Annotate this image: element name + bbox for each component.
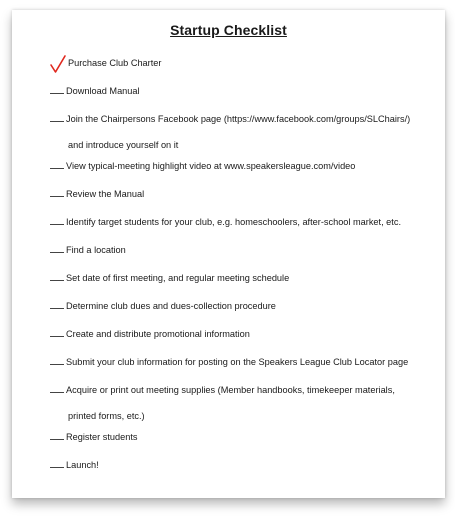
item-label: Submit your club information for posting on the Speakers League Club Locator page [66, 357, 409, 367]
item-label: Acquire or print out meeting supplies (Member handbooks, timekeeper materials, [66, 385, 395, 395]
checklist-item [50, 157, 440, 175]
checkbox-blank [50, 167, 64, 169]
item-label: Join the Chairpersons Facebook page (https://www.facebook.com/groups/SLChairs/) [66, 114, 411, 124]
item-label: Set date of first meeting, and regular meeting schedule [66, 273, 290, 283]
checklist-item [50, 353, 440, 371]
checklist-item [50, 325, 440, 343]
checklist-item [50, 241, 440, 259]
checkbox-blank [50, 363, 64, 365]
checkbox-blank [50, 466, 64, 468]
checkbox-blank [50, 438, 64, 440]
checklist-item [50, 269, 440, 287]
checklist-item [50, 110, 440, 154]
item-label: Create and distribute promotional information [66, 329, 250, 339]
item-label: Find a location [66, 245, 126, 255]
checkbox-blank [50, 223, 64, 225]
checkbox-blank [50, 120, 64, 122]
checkbox-blank [50, 92, 64, 94]
item-label: Determine club dues and dues-collection procedure [66, 301, 276, 311]
item-label-continued: printed forms, etc.) [68, 411, 145, 421]
checkbox-blank [50, 251, 64, 253]
checkbox-blank [50, 391, 64, 393]
item-label: Download Manual [66, 86, 140, 96]
checklist-item [50, 185, 440, 203]
checklist-item [50, 297, 440, 315]
checkbox-blank [50, 307, 64, 309]
item-label: View typical-meeting highlight video at www.speakersleague.com/video [66, 161, 356, 171]
checklist-item [50, 456, 440, 474]
checklist-page [12, 10, 445, 498]
checklist-item [50, 213, 440, 231]
checkbox-blank [50, 279, 64, 281]
checkbox-blank [50, 195, 64, 197]
item-label-continued: and introduce yourself on it [68, 140, 179, 150]
checklist-item [50, 54, 440, 72]
item-label: Launch! [66, 460, 99, 470]
page-title: Startup Checklist [170, 22, 287, 38]
checklist-item [50, 381, 440, 425]
checklist-item [50, 82, 440, 100]
checkbox-blank [50, 335, 64, 337]
item-label: Identify target students for your club, e.g. homeschoolers, after-school market, etc. [66, 217, 401, 227]
item-label: Register students [66, 432, 138, 442]
checklist-item [50, 428, 440, 446]
item-label: Review the Manual [66, 189, 145, 199]
item-label: Purchase Club Charter [68, 58, 162, 68]
